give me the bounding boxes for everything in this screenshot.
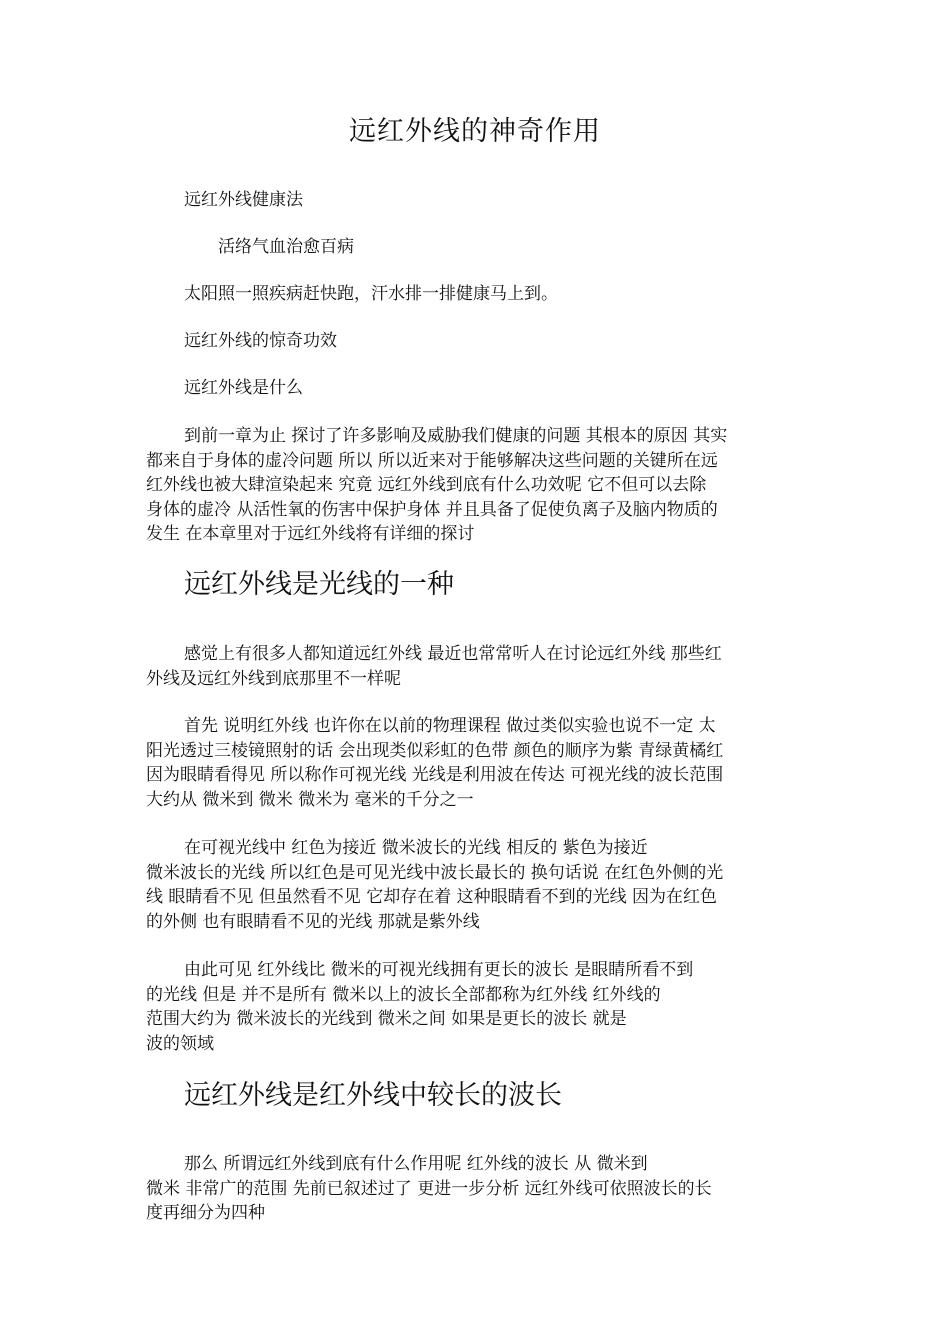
paragraph-line: 身体的虚冷 从活性氧的伤害中保护身体 并且具备了促使负离子及脑内物质的 bbox=[146, 499, 718, 520]
paragraph-line: 微米 非常广的范围 先前已叙述过了 更进一步分析 远红外线可依照波长的长 bbox=[146, 1178, 712, 1199]
paragraph-line: 首先 说明红外线 也许你在以前的物理课程 做过类似实验也说不一定 太 bbox=[184, 716, 716, 736]
paragraph-line: 感觉上有很多人都知道远红外线 最近也常常听人在讨论远红外线 那些红 bbox=[184, 644, 722, 664]
paragraph bbox=[146, 958, 806, 1056]
paragraph-line: 阳光透过三棱镜照射的话 会出现类似彩虹的色带 颜色的顺序为紫 青绿黄橘红 bbox=[146, 740, 724, 761]
intro-line: 远红外线是什么 bbox=[184, 378, 303, 398]
paragraph bbox=[146, 642, 806, 691]
paragraph-line: 度再细分为四种 bbox=[146, 1203, 265, 1223]
paragraph-line: 的光线 但是 并不是所有 微米以上的波长全部都称为红外线 红外线的 bbox=[146, 984, 661, 1005]
intro-line: 太阳照一照疾病赶快跑，汗水排一排健康马上到。 bbox=[184, 284, 558, 304]
paragraph bbox=[146, 836, 806, 934]
paragraph bbox=[146, 714, 806, 812]
paragraph-line: 都来自于身体的虚冷问题 所以 所以近来对于能够解决这些问题的关键所在远 bbox=[146, 450, 718, 471]
section-heading: 远红外线是光线的一种 bbox=[184, 569, 454, 600]
section-heading: 远红外线是红外线中较长的波长 bbox=[184, 1080, 562, 1111]
paragraph-line: 由此可见 红外线比 微米的可视光线拥有更长的波长 是眼睛所看不到 bbox=[184, 960, 694, 980]
paragraph-line: 范围大约为 微米波长的光线到 微米之间 如果是更长的波长 就是 bbox=[146, 1009, 627, 1029]
paragraph-line: 到前一章为止 探讨了许多影响及威胁我们健康的问题 其根本的原因 其实 bbox=[184, 426, 728, 446]
paragraph-line: 因为眼睛看得见 所以称作可视光线 光线是利用波在传达 可视光线的波长范围 bbox=[146, 765, 724, 785]
intro-line: 活络气血治愈百病 bbox=[218, 237, 354, 257]
paragraph-line: 波的领域 bbox=[146, 1033, 214, 1054]
paragraph-line: 发生 在本章里对于远红外线将有详细的探讨 bbox=[146, 524, 475, 544]
paragraph-line: 大约从 微米到 微米 微米为 毫米的千分之一 bbox=[146, 789, 474, 810]
paragraph-line: 红外线也被大肆渲染起来 究竟 远红外线到底有什么功效呢 它不但可以去除 bbox=[146, 475, 707, 495]
paragraph-line: 外线及远红外线到底那里不一样呢 bbox=[146, 668, 401, 689]
intro-line: 远红外线的惊奇功效 bbox=[184, 331, 337, 351]
paragraph bbox=[146, 1152, 806, 1226]
paragraph-line: 在可视光线中 红色为接近 微米波长的光线 相反的 紫色为接近 bbox=[184, 838, 648, 858]
page-title: 远红外线的神奇作用 bbox=[349, 116, 601, 147]
paragraph-line: 微米波长的光线 所以红色是可见光线中波长最长的 换句话说 在红色外侧的光 bbox=[146, 862, 724, 883]
paragraph-line: 的外侧 也有眼睛看不见的光线 那就是紫外线 bbox=[146, 911, 480, 932]
paragraph-line: 那么 所谓远红外线到底有什么作用呢 红外线的波长 从 微米到 bbox=[184, 1154, 648, 1174]
paragraph-intro bbox=[146, 424, 806, 547]
paragraph-line: 线 眼睛看不见 但虽然看不见 它却存在着 这种眼睛看不到的光线 因为在红色 bbox=[146, 887, 718, 907]
intro-line: 远红外线健康法 bbox=[184, 190, 303, 210]
